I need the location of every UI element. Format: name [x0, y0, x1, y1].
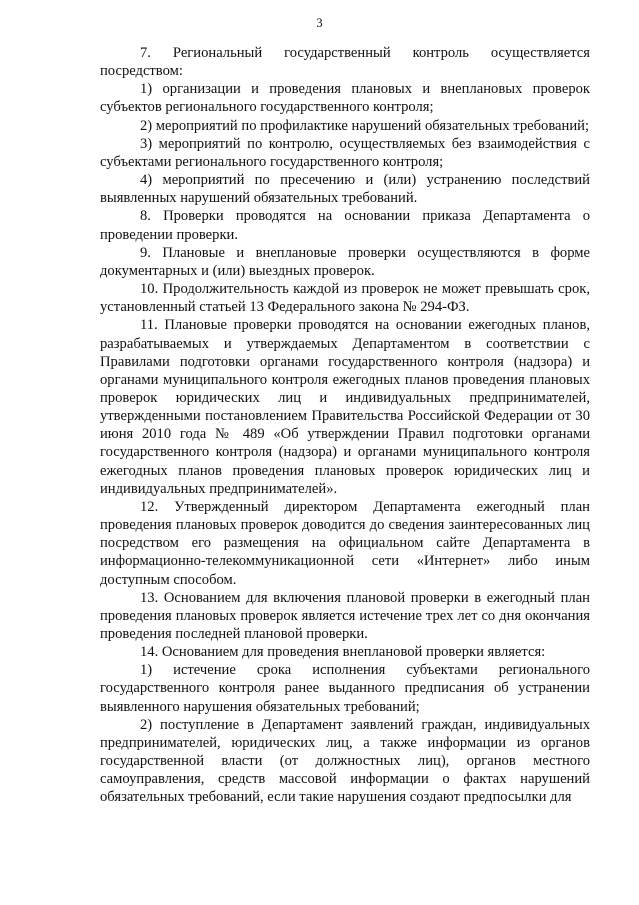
paragraph-14: 14. Основанием для проведения внеплановой проверки является:: [140, 644, 546, 661]
paragraph-13: 13. Основанием для включения плановой проверки в ежегодный план проведения плановых проверок является истечение трех лет со дня окончания проведения последней плановой проверки.: [100, 589, 590, 642]
paragraph-10: 10. Продолжительность каждой из проверок не может превышать срок, установленный статьей 13 Федерального закона № 294-ФЗ.: [100, 281, 590, 316]
paragraph-14-item-1: 1) истечение срока исполнения субъектами регионального государственного контроля ранее выданного предписания об устранении выявленного нарушения обязательных требований;: [100, 662, 590, 715]
page-number: 3: [316, 16, 323, 30]
document-body: [100, 44, 590, 807]
paragraph-7: 7. Региональный государственный контроль осуществляется посредством:: [100, 45, 590, 80]
paragraph-12: 12. Утвержденный директором Департамента ежегодный план проведения плановых проверок доводится до сведения заинтересованных лиц посредством его размещения на официальном сайте Департамента в информационно-телекоммуникационной сети «Интернет» либо иным доступным способом.: [100, 498, 590, 588]
paragraph-7-item-3: 3) мероприятий по контролю, осуществляемых без взаимодействия с субъектами регионального государственного контроля;: [100, 135, 590, 170]
paragraph-7-item-2: 2) мероприятий по профилактике нарушений обязательных требований;: [140, 117, 589, 134]
paragraph-8: 8. Проверки проводятся на основании приказа Департамента о проведении проверки.: [100, 208, 590, 243]
paragraph-11: 11. Плановые проверки проводятся на основании ежегодных планов, разрабатываемых и утверждаемых Департаментом в соответствии с Правилами подготовки органами государственного контроля (надзора) и органами муниципального контроля ежегодных планов проведения плановых проверок юридических лиц и индивидуальных предпринимателей, утвержденными постановлением Правительства Российской Федерации от 30 июня 2010 года № 489 «Об утверждении Правил подготовки органами государственного контроля (надзора) и органами муниципального контроля ежегодных планов проведения плановых проверок юридических лиц и индивидуальных предпринимателей».: [100, 317, 590, 497]
paragraph-7-item-1: 1) организации и проведения плановых и внеплановых проверок субъектов регионального государственного контроля;: [100, 81, 590, 116]
paragraph-14-item-2: 2) поступление в Департамент заявлений граждан, индивидуальных предпринимателей, юридических лиц, а также информации из органов государственной власти (от должностных лиц), органов местного самоуправления, средств массовой информации о фактах нарушений обязательных требований, если такие нарушения создают предпосылки для: [100, 716, 590, 806]
paragraph-9: 9. Плановые и внеплановые проверки осуществляются в форме документарных и (или) выездных проверок.: [100, 244, 590, 279]
paragraph-7-item-4: 4) мероприятий по пресечению и (или) устранению последствий выявленных нарушений обязательных требований.: [100, 172, 590, 207]
